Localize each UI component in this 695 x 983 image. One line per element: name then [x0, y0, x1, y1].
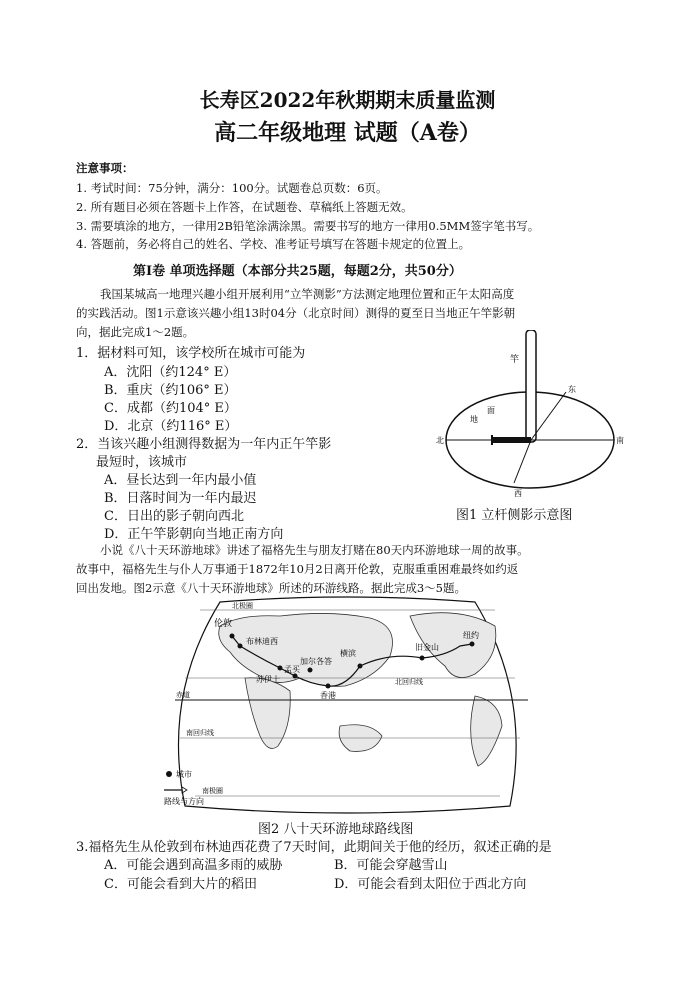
notice-heading: 注意事项： [76, 161, 134, 175]
city-london [230, 634, 235, 639]
q1-option-a: A．沈阳（约124° E） [104, 365, 237, 380]
figure-2-caption: 图2 八十天环游地球路线图 [258, 822, 414, 837]
city-suez [278, 666, 283, 671]
notice-item-2: 2. 所有题目必须在答题卡上作答，在试题卷、草稿纸上答题无效。 [76, 200, 413, 214]
label-arctic-circle: 北极圈 [232, 602, 253, 610]
label-surface: 面 [487, 406, 495, 415]
city-hongkong [326, 684, 331, 689]
q1-option-d: D．北京（约116° E） [104, 419, 238, 434]
q3-option-c: C．可能会看到大片的稻田 [104, 877, 257, 892]
label-ground: 地 [470, 415, 478, 424]
q2-option-c: C．日出的影子朝向西北 [104, 509, 244, 524]
label-tropic-cancer: 北回归线 [395, 678, 423, 686]
material-2-line: 小说《八十天环游地球》讲述了福格先生与朋友打赌在80天内环游地球一周的故事。 [100, 543, 529, 557]
label-yokohama: 横滨 [340, 649, 356, 658]
label-tropic-capricorn: 南回归线 [186, 729, 214, 737]
notice-item-3: 3. 需要填涂的地方，一律用2B铅笔涂满涂黑。需要书写的地方一律用0.5MM签字笔书写。 [76, 219, 540, 233]
material-2-line: 故事中，福格先生与仆人万事通于1872年10月2日离开伦敦，克服重重困难最终如约返 [76, 562, 519, 576]
label-sanfrancisco: 旧金山 [415, 643, 439, 652]
label-equator: 赤道 [176, 691, 190, 699]
legend-route-label: 路线与方向 [164, 797, 204, 806]
q3-stem: 3.福格先生从伦敦到布林迪西花费了7天时间，此期间关于他的经历，叙述正确的是 [76, 840, 552, 855]
label-brindisi: 布林迪西 [246, 637, 278, 646]
material-1-line: 向，据此完成1～2题。 [76, 325, 195, 339]
label-antarctic-circle: 南极圈 [202, 787, 223, 795]
city-yokohama [358, 664, 363, 669]
q2-stem: 2．当该兴趣小组测得数据为一年内正午竿影 [76, 437, 332, 452]
notice-item-1: 1. 考试时间：75分钟，满分：100分。试题卷总页数：6页。 [76, 181, 388, 195]
q2-option-d: D．正午竿影朝向当地正南方向 [104, 527, 284, 542]
label-london: 伦敦 [214, 619, 233, 629]
pole [526, 330, 536, 442]
q1-option-b: B．重庆（约106° E） [104, 383, 237, 398]
figure-1-caption: 图1 立杆侧影示意图 [456, 508, 573, 523]
material-2 [76, 541, 616, 598]
q3-option-b: B．可能会穿越雪山 [334, 858, 448, 873]
material-2-line: 回出发地。图2示意《八十天环游地球》所述的环游线路。据此完成3～5题。 [76, 581, 466, 595]
label-suez: 苏伊士 [256, 675, 280, 684]
city-sanfrancisco [420, 656, 425, 661]
east-west-line [514, 440, 531, 483]
material-1-line: 我国某城高一地理兴趣小组开展利用“立竿测影”方法测定地理位置和正午太阳高度 [100, 287, 515, 301]
label-west: 西 [514, 489, 522, 498]
label-east: 东 [568, 385, 576, 394]
label-mumbai: 孟买 [284, 665, 300, 674]
label-north: 北 [436, 436, 444, 445]
city-brindisi [238, 644, 243, 649]
q3-option-a: A．可能会遇到高温多雨的威胁 [104, 858, 283, 873]
material-1-line: 的实践活动。图1示意该兴趣小组13时04分（北京时间）测得的夏至日当地正午竿影朝 [76, 306, 516, 320]
city-kolkata [308, 668, 313, 673]
q2-option-b: B．日落时间为一年内最迟 [104, 491, 257, 506]
exam-subtitle: 高二年级地理 试题（A卷） [214, 120, 481, 146]
figure-1-pole-shadow-diagram [430, 330, 630, 500]
label-kolkata: 加尔各答 [300, 657, 332, 666]
q2-option-a: A．昼长达到一年内最小值 [104, 473, 257, 488]
q2-stem: 最短时，该城市 [96, 455, 188, 470]
q1-option-c: C．成都（约104° E） [104, 401, 237, 416]
notice-item-4: 4. 答题前，务必将自己的姓名、学校、准考证号填写在答题卡规定的位置上。 [76, 237, 471, 251]
city-newyork [470, 642, 475, 647]
q1-stem: 1．据材料可知，该学校所在城市可能为 [76, 346, 306, 361]
section-title: 第Ⅰ卷 单项选择题（本部分共25题，每题2分，共50分） [133, 264, 462, 279]
legend-city-marker [166, 771, 172, 777]
label-south: 南 [616, 436, 624, 445]
exam-title: 长寿区2022年秋期期末质量监测 [199, 88, 496, 112]
label-pole: 竿 [510, 355, 520, 365]
legend-city-label: 城市 [176, 770, 192, 779]
figure-2-world-route-map [160, 596, 535, 816]
label-newyork: 纽约 [463, 631, 479, 640]
city-mumbai [293, 674, 298, 679]
label-hongkong: 香港 [320, 691, 336, 700]
q3-option-d: D．可能会看到太阳位于西北方向 [334, 877, 527, 892]
